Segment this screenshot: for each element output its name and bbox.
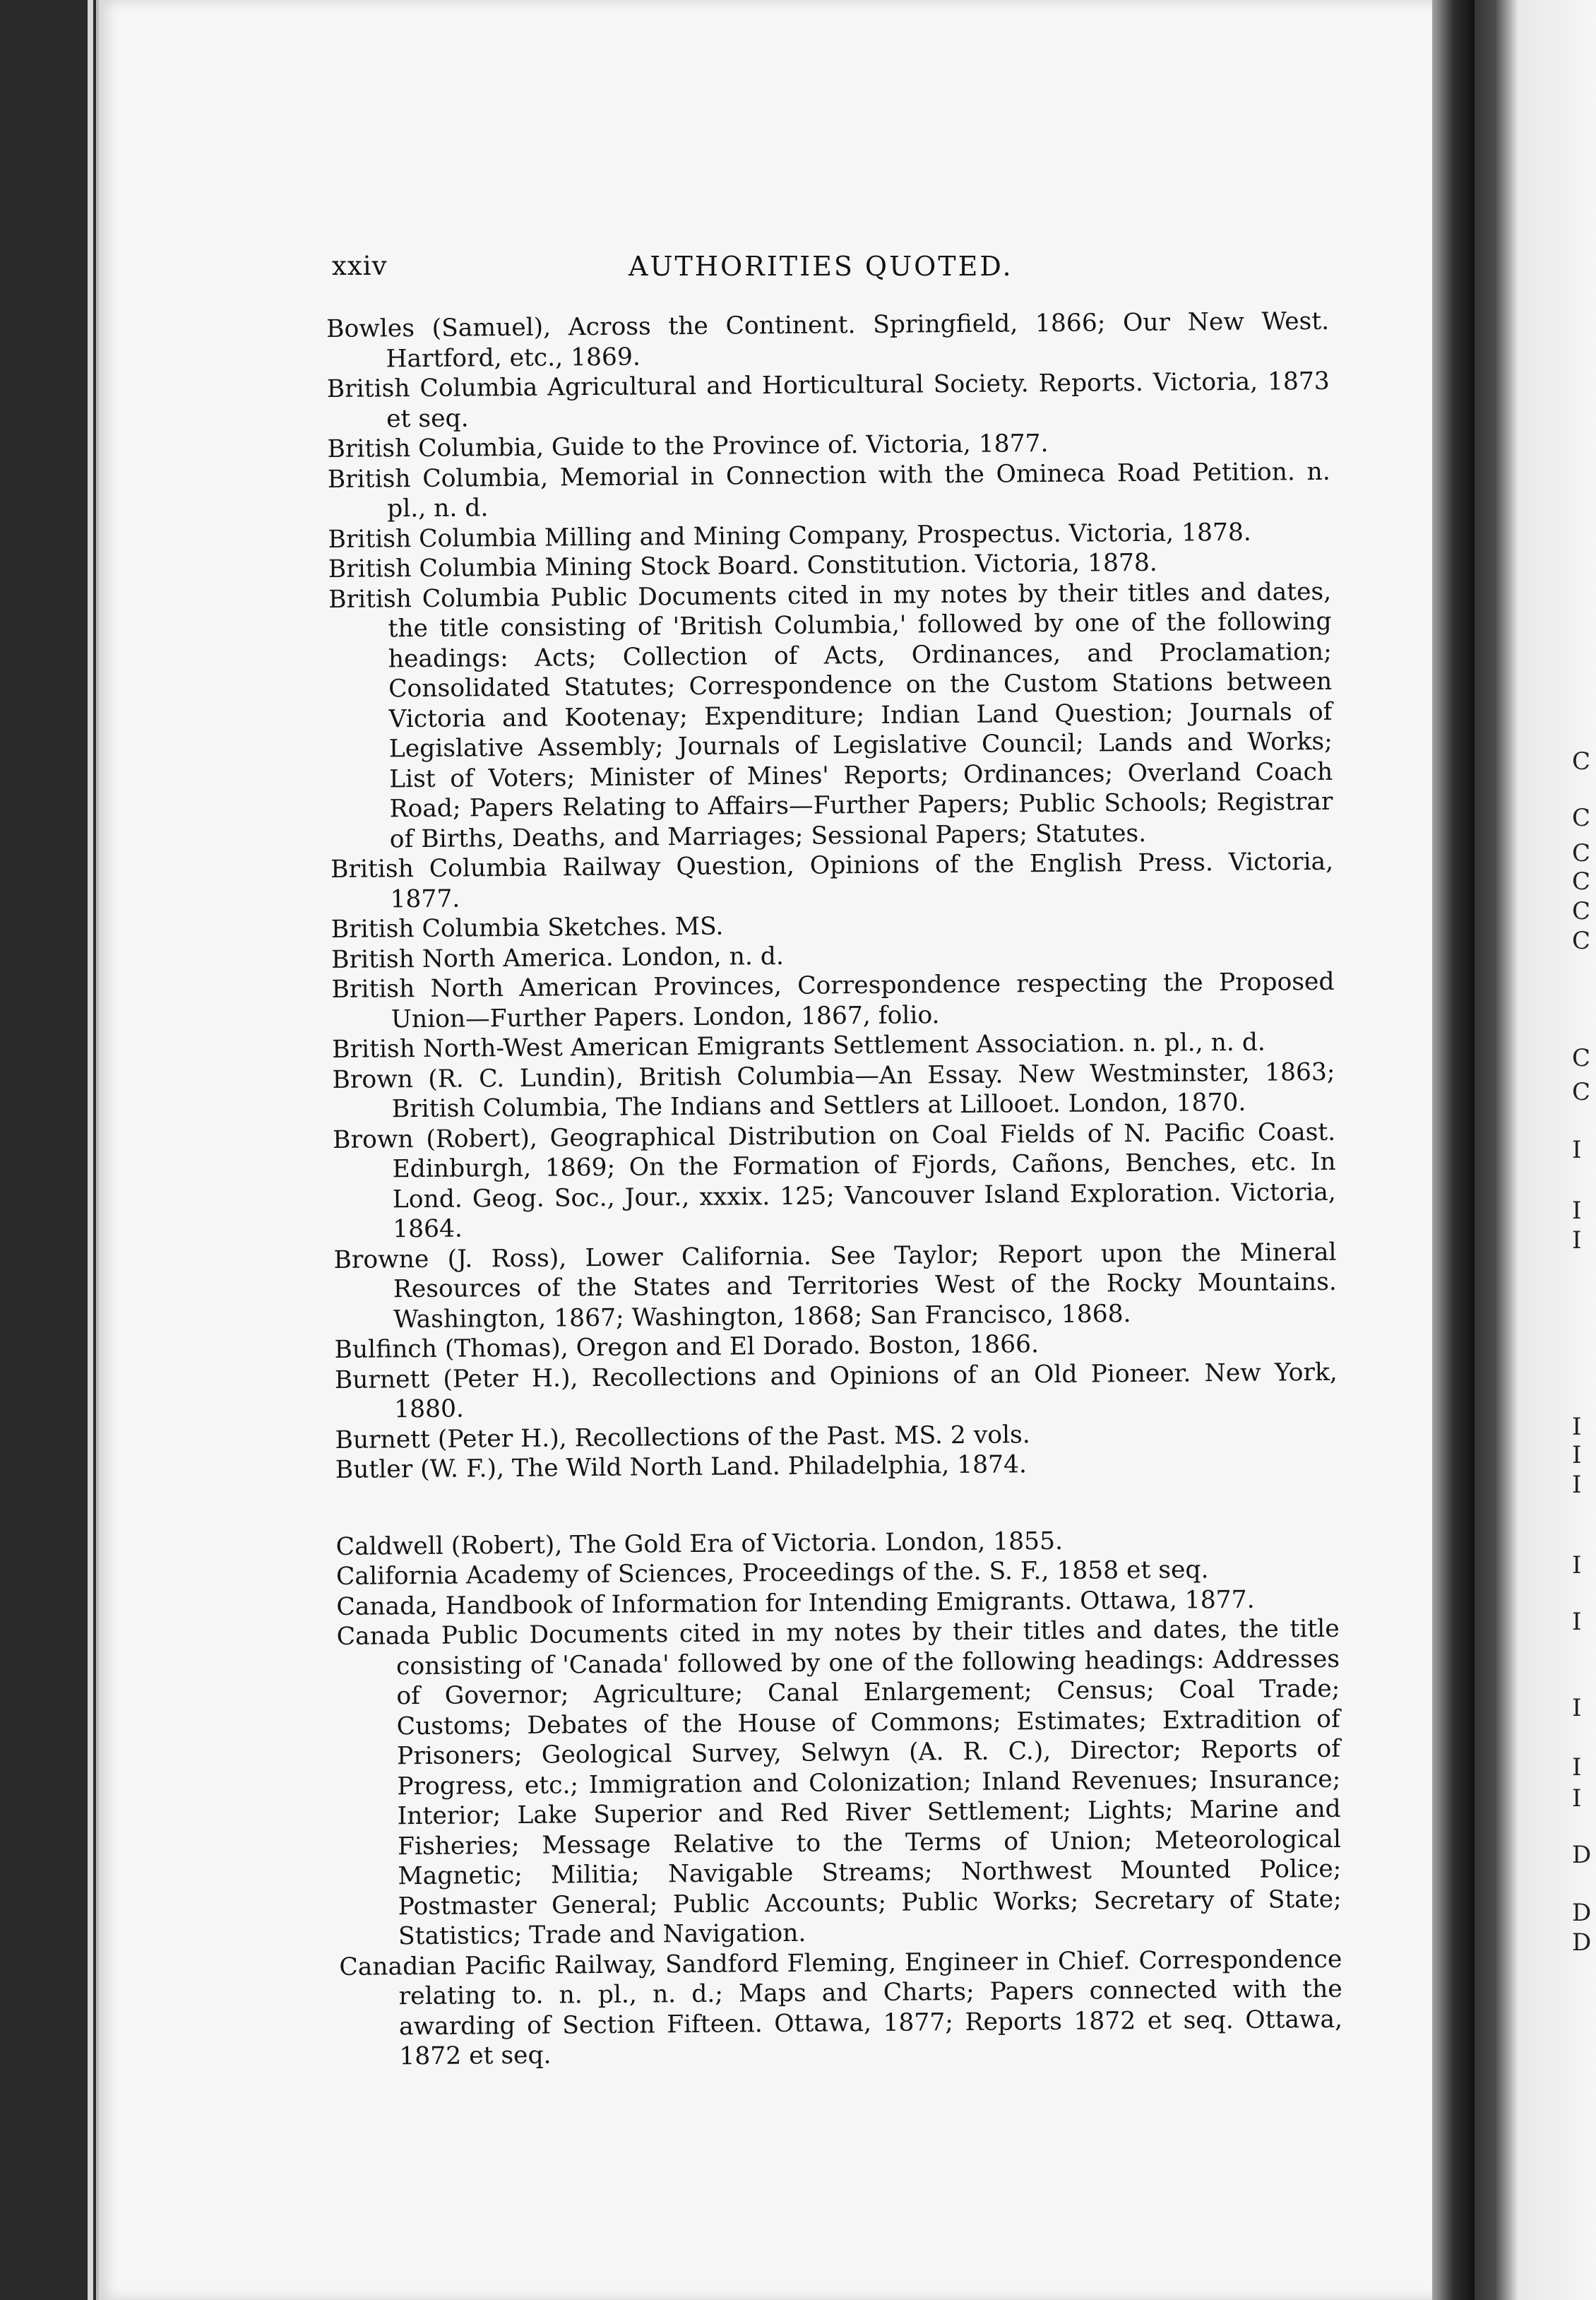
facing-page-letter: C — [1572, 1044, 1591, 1072]
bibliography-entry: Bowles (Samuel), Across the Continent. Springfield, 1866; Our New West. Hartford, etc., 1869. — [326, 307, 1330, 373]
facing-page-letter: I — [1572, 1784, 1582, 1813]
facing-page-letter: I — [1572, 1753, 1582, 1782]
bibliography-entry: Burnett (Peter H.), Recollections of the Past. MS. 2 vols. — [335, 1420, 1030, 1454]
bibliography-entry: Canadian Pacific Railway, Sandford Fleming, Engineer in Chief. Correspondence relating to. n. pl., n. d.; Maps and Charts; Papers connected with the awarding of Section Fifteen. Ottawa, 1877; Reports 1872 et seq. Ottawa, 1872 et seq. — [339, 1945, 1343, 2071]
bibliography-entry: Bulfinch (Thomas), Oregon and El Dorado. Boston, 1866. — [334, 1330, 1040, 1364]
bibliography-entry: British Columbia Public Documents cited in my notes by their titles and dates, the title consisting of 'British Columbia,' followed by one of the following headings: Acts; Collection of Acts, Ordinances, and Proclamation; Consolidated Statutes; Correspondence on the Custom Stations between Victoria and Kootenay; Expenditure; Indian Land Question; Journals of Legislative Assembly; Journals of Legislative Council; Lands and Works; List of Voters; Minister of Mines' Reports; Ordinances; Overland Coach Road; Papers Relating to Affairs—Further Papers; Public Schools; Registrar of Births, Deaths, and Marriages; Sessional Papers; Statutes. — [328, 577, 1333, 853]
bibliography-entry: Browne (J. Ross), Lower California. See Taylor; Report upon the Mineral Resources of the States and Territories West of the Rocky Mountains. Washington, 1867; Washington, 1868; San Francisco, 1868. — [333, 1238, 1337, 1334]
facing-page-letter: C — [1572, 839, 1591, 867]
facing-page-letter: I — [1572, 1471, 1582, 1499]
facing-page-letter: C — [1572, 897, 1591, 925]
facing-page-letter: I — [1572, 1694, 1582, 1722]
facing-page-letter: I — [1572, 1441, 1582, 1469]
bibliography-entry: Brown (R. C. Lundin), British Columbia—An Essay. New Westminster, 1863; British Columbia, The Indians and Settlers at Lillooet. London, 1870. — [332, 1057, 1335, 1124]
facing-page-letter: C — [1572, 1078, 1591, 1106]
bibliography-entry: British Columbia Sketches. MS. — [330, 912, 724, 944]
bibliography-entry: Brown (Robert), Geographical Distribution on Coal Fields of N. Pacific Coast. Edinburgh, 1869; On the Formation of Fjords, Cañons, Benches, etc. In Lond. Geog. Soc., Jour., xxxix. 125; Vancouver Island Exploration. Victoria, 1864. — [333, 1118, 1336, 1244]
facing-page-margin-letters — [1572, 0, 1596, 2300]
facing-page-letter: I — [1572, 1136, 1582, 1164]
bibliography-entry: Canada Public Documents cited in my notes by their titles and dates, the title consisting of 'Canada' followed by one of the following headings: Addresses of Governor; Agriculture; Canal Enlargement; Census; Coal Trade; Customs; Debates of the House of Commons; Estimates; Extradition of Prisoners; Geological Survey, Selwyn (A. R. C.), Director; Reports of Progress, etc.; Immigration and Colonization; Inland Revenues; Insurance; Interior; Lake Superior and Red River Settlement; Lights; Marine and Fisheries; Message Relative to the Terms of Union; Meteorological Magnetic; Militia; Navigable Streams; Northwest Mounted Police; Postmaster General; Public Accounts; Public Works; Secretary of State; Statistics; Trade and Navigation. — [336, 1614, 1342, 1951]
facing-page-letter: D — [1572, 1899, 1592, 1927]
bibliography-entry: British Columbia Milling and Mining Company, Prospectus. Victoria, 1878. — [328, 518, 1251, 554]
bibliography-entry: British North America. London, n. d. — [331, 942, 784, 974]
facing-page-letter: I — [1572, 1608, 1582, 1636]
facing-page-letter: C — [1572, 747, 1591, 776]
bibliography-entry: British North-West American Emigrants Settlement Association. n. pl., n. d. — [332, 1028, 1266, 1064]
facing-page-letter: C — [1572, 927, 1591, 955]
facing-page-letter: C — [1572, 867, 1591, 896]
page-edge-line — [88, 0, 93, 2300]
facing-page-letter: I — [1572, 1197, 1582, 1225]
page-header — [332, 251, 1335, 293]
book-binding — [1432, 0, 1475, 2300]
bibliography-entry: British Columbia Agricultural and Horticultural Society. Reports. Victoria, 1873 et seq. — [326, 367, 1330, 433]
bibliography-entry: British Columbia, Guide to the Province of. Victoria, 1877. — [327, 429, 1049, 463]
facing-page-letter: I — [1572, 1551, 1582, 1579]
facing-page-letter: D — [1572, 1928, 1592, 1957]
bibliography-entry: British Columbia Mining Stock Board. Constitution. Victoria, 1878. — [328, 548, 1157, 583]
bibliography-entry: California Academy of Sciences, Proceedings of the. S. F., 1858 et seq. — [335, 1555, 1209, 1591]
bibliography-entry: British Columbia, Memorial in Connection with the Omineca Road Petition. n. pl., n. d. — [327, 457, 1330, 523]
section-gap — [335, 1477, 1338, 1531]
bibliography-list — [326, 307, 1343, 2073]
bibliography-entry: Burnett (Peter H.), Recollections and Opinions of an Old Pioneer. New York, 1880. — [334, 1358, 1338, 1424]
running-title: AUTHORITIES QUOTED. — [629, 251, 1013, 282]
facing-page-letter: I — [1572, 1413, 1582, 1441]
page-number: xxiv — [332, 251, 388, 281]
bibliography-entry: British Columbia Railway Question, Opinions of the English Press. Victoria, 1877. — [330, 847, 1334, 913]
bibliography-entry: Caldwell (Robert), The Gold Era of Victoria. London, 1855. — [335, 1527, 1064, 1561]
facing-page-letter: D — [1572, 1841, 1592, 1869]
bibliography-entry: British North American Provinces, Correspondence respecting the Proposed Union—Further Papers. London, 1867, folio. — [331, 967, 1335, 1033]
bibliography-entry: Canada, Handbook of Information for Intending Emigrants. Ottawa, 1877. — [336, 1585, 1255, 1621]
bibliography-entry: Butler (W. F.), The Wild North Land. Philadelphia, 1874. — [335, 1450, 1028, 1484]
facing-page-letter: I — [1572, 1226, 1582, 1255]
facing-page-letter: C — [1572, 804, 1591, 832]
